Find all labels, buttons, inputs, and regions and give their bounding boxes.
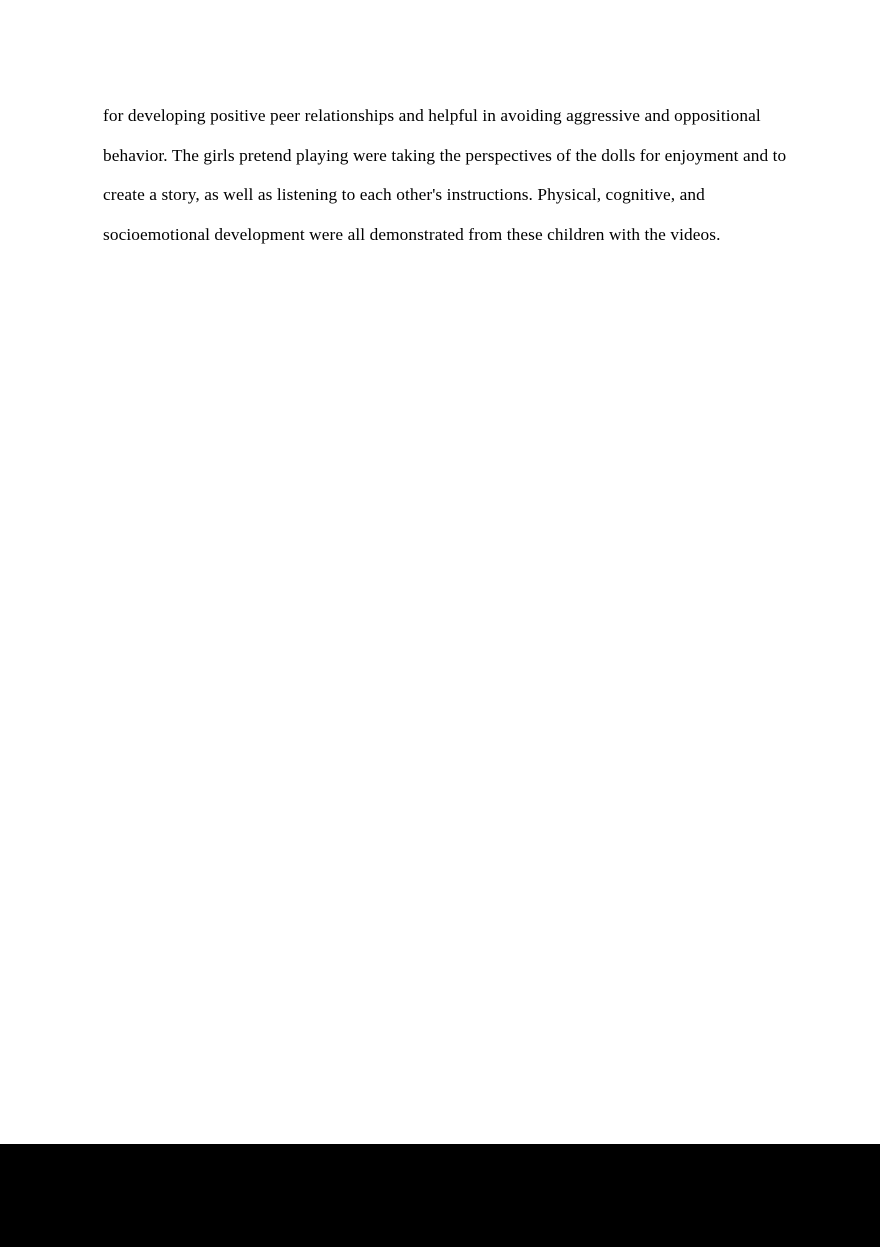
paragraph-line: socioemotional development were all demonstrated from these children with the videos. — [103, 225, 721, 245]
paragraph-line: create a story, as well as listening to each other's instructions. Physical, cognitive, and — [103, 185, 705, 205]
paragraph-line: behavior. The girls pretend playing were taking the perspectives of the dolls for enjoyment and to — [103, 145, 787, 165]
footer-letterbox-bar — [0, 1144, 880, 1247]
body-paragraph — [103, 96, 813, 255]
paragraph-line: for developing positive peer relationships and helpful in avoiding aggressive and oppositional — [103, 106, 761, 125]
